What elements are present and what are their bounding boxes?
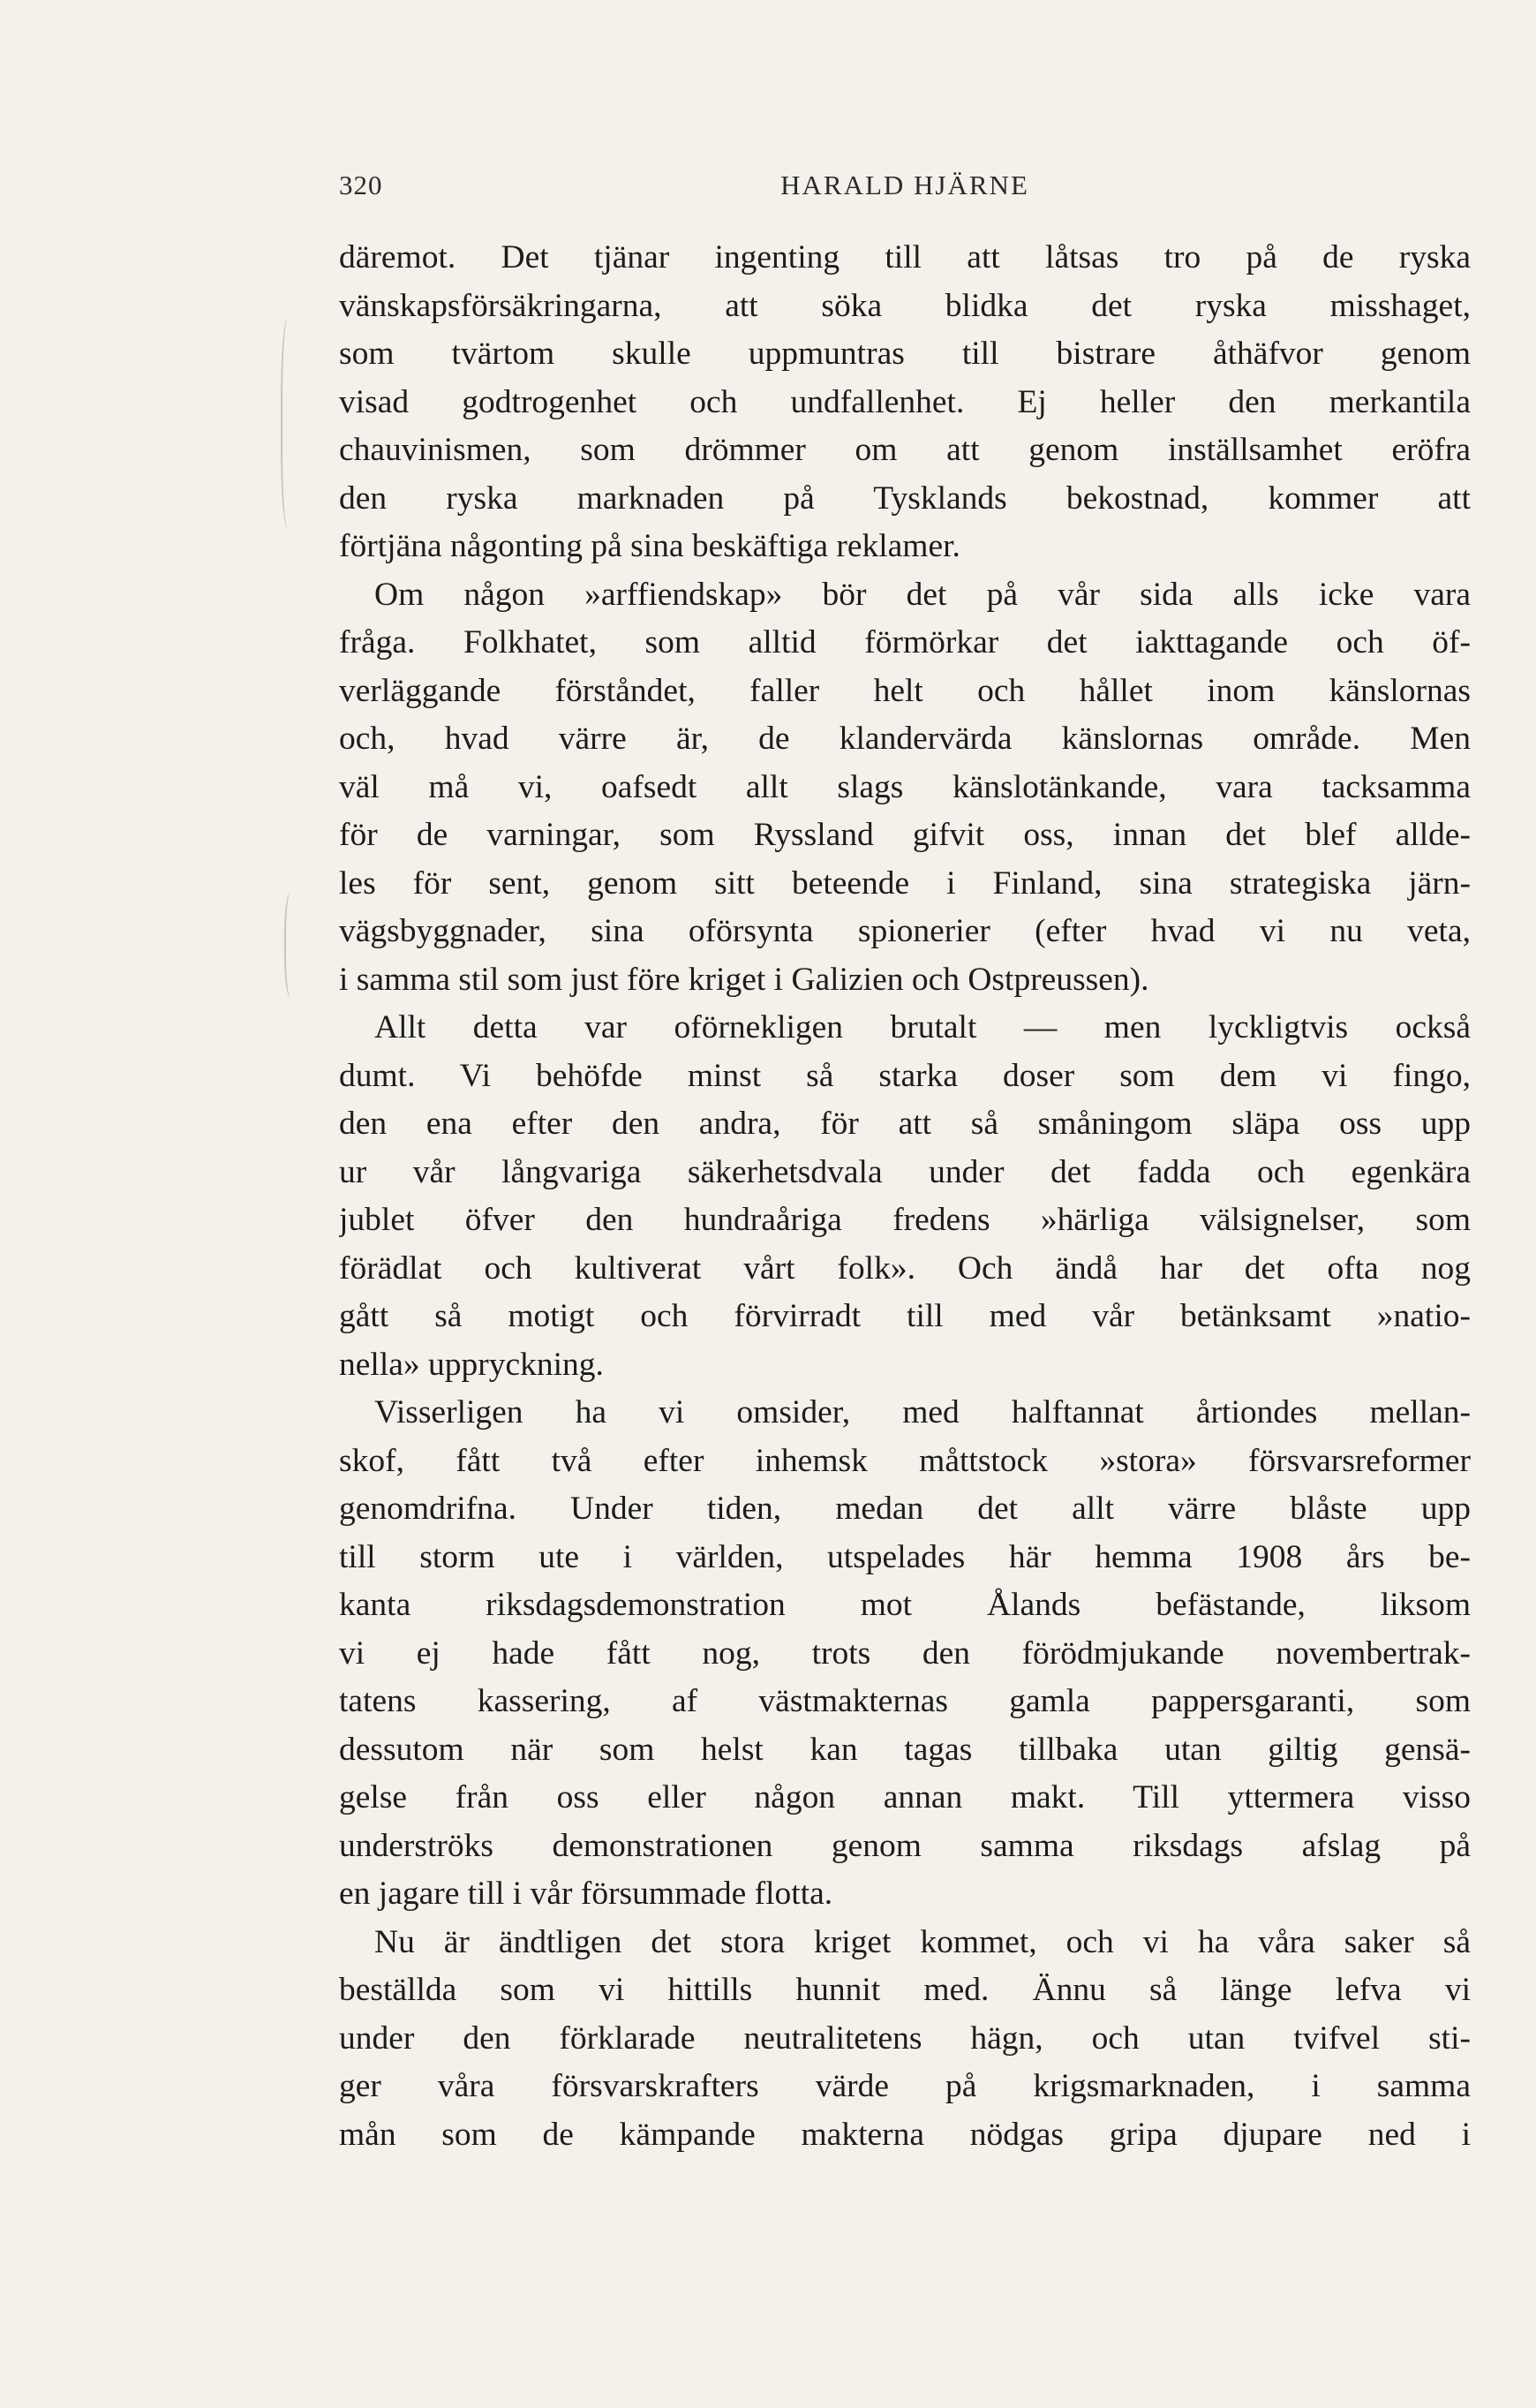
text-line: beställda som vi hittills hunnit med. Ännu så länge lefva vi	[339, 1972, 1471, 2008]
text-line: vi ej hade fått nog, trots den förödmjukande novembertrak-	[339, 1634, 1471, 1672]
text-line: Om någon »arffiendskap» bör det på vår sida alls icke vara	[374, 576, 1471, 613]
page-header	[339, 170, 1471, 214]
text-line: chauvinismen, som drömmer om att genom inställsamhet eröfra	[339, 432, 1471, 468]
text-line: dumt. Vi behöfde minst så starka doser som dem vi fingo,	[339, 1057, 1471, 1094]
text-line: i samma stil som just före kriget i Galizien och Ostpreussen).	[339, 961, 1149, 998]
text-line: verläggande förståndet, faller helt och hållet inom känslornas	[339, 672, 1471, 709]
margin-pencil-mark-lower	[284, 892, 300, 998]
text-line: gått så motigt och förvirradt till med vår betänksamt »natio-	[339, 1298, 1471, 1334]
text-line: och, hvad värre är, de klandervärda känslornas område. Men	[339, 721, 1471, 757]
paragraph-2	[339, 571, 1471, 1005]
margin-pencil-mark-upper	[281, 318, 298, 530]
text-line: jublet öfver den hundraåriga fredens »härliga välsignelser, som	[339, 1202, 1471, 1238]
paragraph-5	[339, 1919, 1471, 2160]
running-head: HARALD HJÄRNE	[780, 170, 1029, 200]
text-line: en jagare till i vår försummade flotta.	[339, 1876, 833, 1912]
text-line: som tvärtom skulle uppmuntras till bistrare åthäfvor genom	[339, 336, 1471, 372]
text-line: skof, fått två efter inhemsk måttstock »stora» försvarsreformer	[339, 1442, 1471, 1479]
text-line: kanta riksdagsdemonstration mot Ålands befästande, liksom	[339, 1587, 1471, 1623]
body-text	[339, 234, 1471, 2159]
text-line: ger våra försvarskrafters värde på krigsmarknaden, i samma	[339, 2068, 1471, 2104]
text-line: förädlat och kultiverat vårt folk». Och ändå har det ofta nog	[339, 1249, 1471, 1287]
text-line: vänskapsförsäkringarna, att söka blidka det ryska misshaget,	[339, 287, 1471, 324]
text-line: den ena efter den andra, för att så småningom släpa oss upp	[339, 1106, 1471, 1142]
text-line: underströks demonstrationen genom samma riksdags afslag på	[339, 1827, 1471, 1864]
text-line: förtjäna någonting på sina beskäftiga reklamer.	[339, 528, 960, 564]
text-line: Visserligen ha vi omsider, med halftannat årtiondes mellan-	[374, 1394, 1471, 1430]
paragraph-4	[339, 1389, 1471, 1919]
text-line: Allt detta var oförnekligen brutalt — men lyckligtvis också	[374, 1009, 1471, 1045]
text-line: les för sent, genom sitt beteende i Finland, sina strategiska järn-	[339, 864, 1471, 902]
text-line: genomdrifna. Under tiden, medan det allt värre blåste upp	[339, 1491, 1471, 1527]
text-line: väl må vi, oafsedt allt slags känslotänkande, vara tacksamma	[339, 768, 1471, 805]
paragraph-3	[339, 1004, 1471, 1389]
text-line: mån som de kämpande makterna nödgas gripa djupare ned i	[339, 2116, 1471, 2153]
text-line: visad godtrogenhet och undfallenhet. Ej heller den merkantila	[339, 383, 1471, 420]
text-line: till storm ute i världen, utspelades här hemma 1908 års be-	[339, 1538, 1471, 1575]
text-line: däremot. Det tjänar ingenting till att låtsas tro på de ryska	[339, 239, 1471, 276]
page-number: 320	[339, 170, 383, 200]
text-line: den ryska marknaden på Tysklands bekostnad, kommer att	[339, 479, 1471, 517]
text-line: under den förklarade neutralitetens hägn, och utan tvifvel sti-	[339, 2019, 1471, 2057]
text-line: ur vår långvariga säkerhetsdvala under det fadda och egenkära	[339, 1153, 1471, 1190]
text-line: fråga. Folkhatet, som alltid förmörkar det iakttagande och öf-	[339, 624, 1471, 661]
text-line: dessutom när som helst kan tagas tillbaka utan giltig gensä-	[339, 1731, 1471, 1768]
text-line: nella» uppryckning.	[339, 1346, 604, 1383]
text-line: gelse från oss eller någon annan makt. Till yttermera visso	[339, 1779, 1471, 1815]
text-line: vägsbyggnader, sina oförsynta spionerier (efter hvad vi nu veta,	[339, 913, 1471, 949]
text-line: för de varningar, som Ryssland gifvit oss, innan det blef allde-	[339, 817, 1471, 853]
text-line: tatens kassering, af västmakternas gamla pappersgaranti, som	[339, 1683, 1471, 1719]
paragraph-1	[339, 234, 1471, 571]
text-line: Nu är ändtligen det stora kriget kommet, och vi ha våra saker så	[374, 1923, 1471, 1960]
